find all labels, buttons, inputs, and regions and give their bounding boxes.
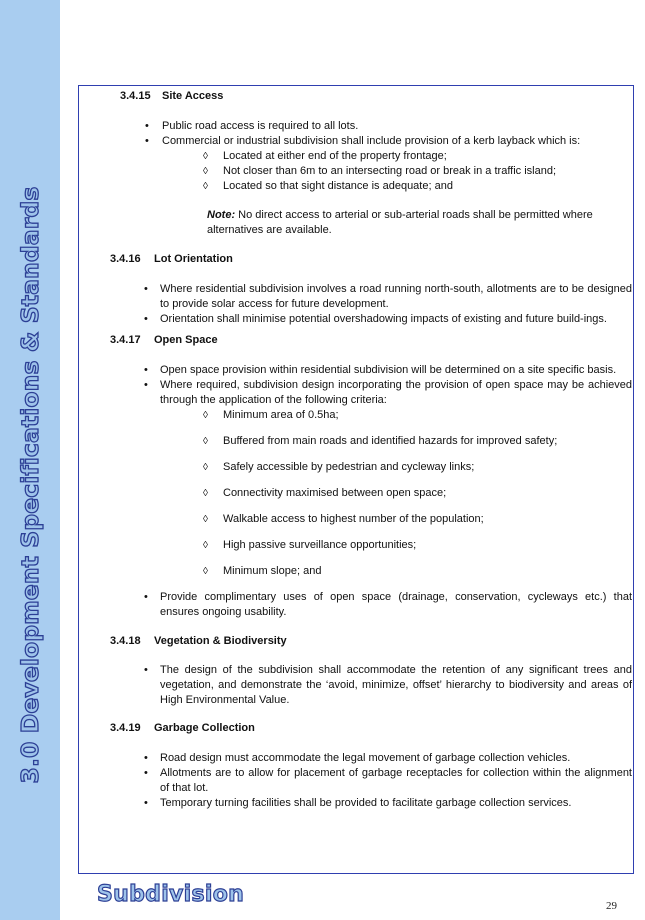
bullet-item: • Open space provision within residential subdivision will be determined on a site specific basis. <box>100 363 632 378</box>
bullet-item: • Where residential subdivision involves a road running north-south, allotments are to be designed to provide solar access for future development. <box>100 282 632 312</box>
bullet-item: • Allotments are to allow for placement of garbage receptacles for collection within the alignment of that lot. <box>100 766 632 796</box>
section-title: Garbage Collection <box>154 722 255 734</box>
bullet-item: • Road design must accommodate the legal movement of garbage collection vehicles. <box>100 751 632 766</box>
bullet-item: • Where required, subdivision design incorporating the provision of open space may be achieved through the application of the following criteria: <box>100 378 632 408</box>
sub-list <box>100 408 632 579</box>
sub-item: ◊ Located at either end of the property frontage; <box>100 149 632 164</box>
sub-item: ◊ Buffered from main roads and identified hazards for improved safety; <box>100 434 632 449</box>
footer-title: Subdivision <box>97 882 245 907</box>
bullet-list <box>100 663 632 708</box>
sub-item: ◊ Not closer than 6m to an intersecting road or break in a traffic island; <box>100 164 632 179</box>
sub-list <box>100 149 632 194</box>
bullet-item: • The design of the subdivision shall accommodate the retention of any significant trees and vegetation, and demonstrate the ‘avoid, minimize, offset’ hierarchy to biodiversity and areas of High Environmental Value. <box>100 663 632 708</box>
section-heading-3-4-19 <box>110 721 632 736</box>
sub-item: ◊ Connectivity maximised between open space; <box>100 486 632 501</box>
bullet-item: • Public road access is required to all lots. <box>100 119 632 134</box>
note-text: No direct access to arterial or sub-arterial roads shall be permitted where alternatives are available. <box>207 209 593 236</box>
bullet-list <box>100 363 632 408</box>
bullet-item: • Temporary turning facilities shall be provided to facilitate garbage collection services. <box>100 796 632 811</box>
sub-item: ◊ Safely accessible by pedestrian and cycleway links; <box>100 460 632 475</box>
document-content <box>100 89 632 811</box>
note-label: Note: <box>207 209 236 221</box>
section-heading-3-4-18 <box>110 634 632 649</box>
bullet-item: • Orientation shall minimise potential overshadowing impacts of existing and future build-ings. <box>100 312 632 327</box>
note-paragraph <box>100 208 632 238</box>
sub-item: ◊ Minimum area of 0.5ha; <box>100 408 632 423</box>
sub-item: ◊ Minimum slope; and <box>100 564 632 579</box>
bullet-list <box>100 590 632 620</box>
bullet-list <box>100 282 632 327</box>
page-number: 29 <box>606 900 617 912</box>
sub-item: ◊ High passive surveillance opportunities; <box>100 538 632 553</box>
section-title: Open Space <box>154 334 218 346</box>
sub-item: ◊ Walkable access to highest number of the population; <box>100 512 632 527</box>
bullet-item: • Provide complimentary uses of open space (drainage, conservation, cycleways etc.) that ensures ongoing usability. <box>100 590 632 620</box>
bullet-list <box>100 119 632 149</box>
section-heading-3-4-16 <box>110 252 632 267</box>
section-heading-3-4-17 <box>110 333 632 348</box>
section-number: 3.4.18 <box>110 635 141 647</box>
section-number: 3.4.19 <box>110 722 141 734</box>
bullet-item: • Commercial or industrial subdivision shall include provision of a kerb layback which is: <box>100 134 632 149</box>
section-number: 3.4.17 <box>110 334 141 346</box>
section-title: Vegetation & Biodiversity <box>154 635 287 647</box>
section-title: Lot Orientation <box>154 253 233 265</box>
section-number: 3.4.15 <box>120 90 151 102</box>
section-number: 3.4.16 <box>110 253 141 265</box>
section-title: Site Access <box>162 90 224 102</box>
sub-item: ◊ Located so that sight distance is adequate; and <box>100 179 632 194</box>
section-heading-3-4-15 <box>120 89 632 104</box>
bullet-list <box>100 751 632 811</box>
side-title: 3.0 Development Specifications & Standards <box>16 186 44 784</box>
